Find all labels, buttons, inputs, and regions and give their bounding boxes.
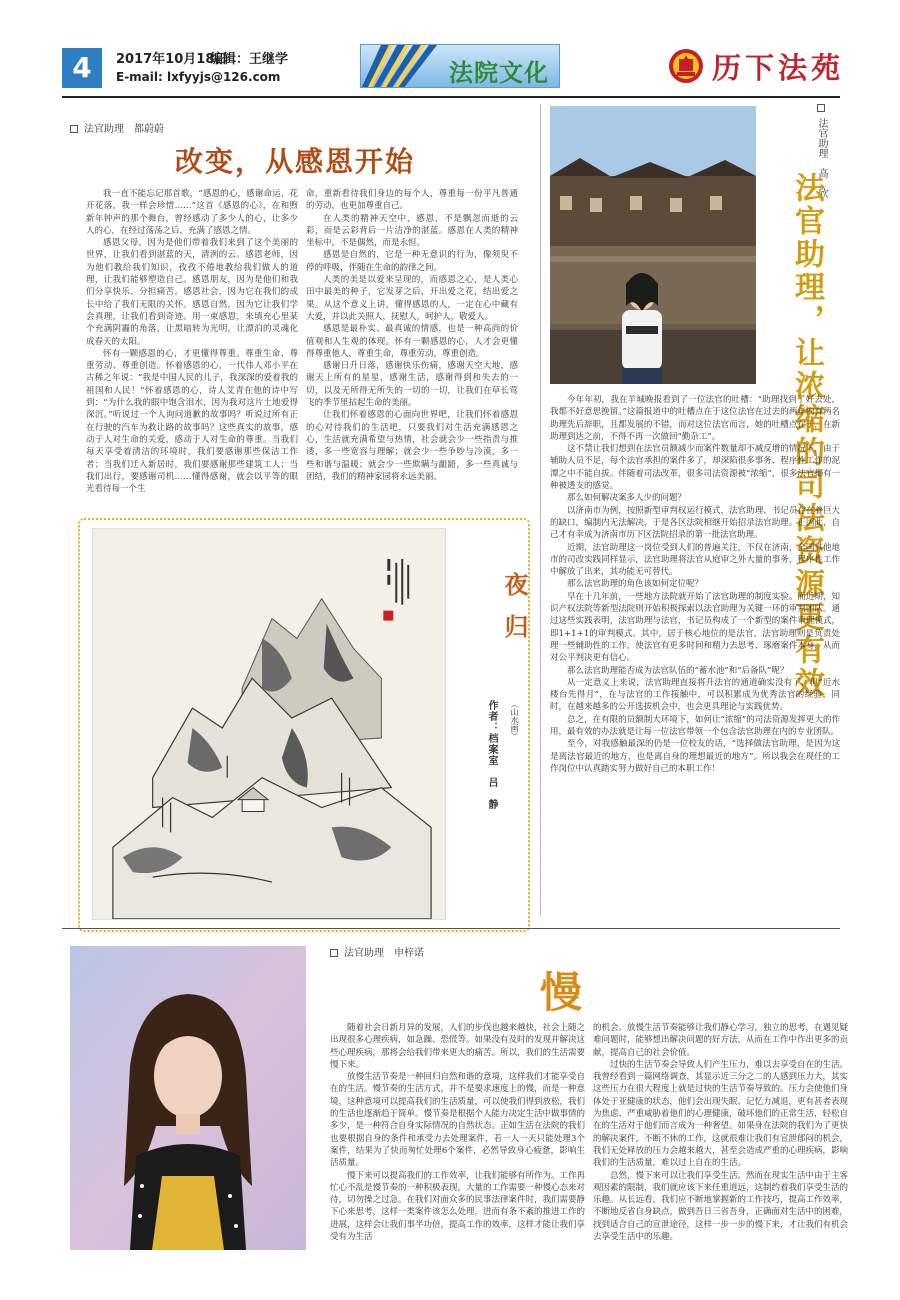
paragraph: 慢下来可以提高我们的工作效率，让我们能够有所作为。工作再忙心不乱是慢节奏的一种积极表现，大量的工作需要一种慢心态来对待，切勿操之过急。在我们对面众多的民事法律案件时，我们需要静下心来思考，这样一类案件该怎么处理，进而有条不紊的推进工作的进展，这样会让我们事半功倍，提高工作的效率，这样才能让我们享受有为生活 bbox=[330, 1170, 585, 1243]
byline-box-icon bbox=[330, 949, 338, 957]
paragraph: 命，重新看待我们身边的每个人，尊重每一份平凡普通的劳动，也更加尊重自己。 bbox=[306, 189, 518, 212]
paragraph: 的机会。放慢生活节奏能够让我们静心学习，独立的思考，在遇见疑难问题时，能够想出解决问题的好方法，从而在工作中作出更多的贡献，提高自己的社会价值。 bbox=[593, 1023, 848, 1058]
article3-author: 法官助理 申梓诺 bbox=[344, 948, 424, 959]
byline-box-icon bbox=[817, 104, 825, 112]
article2-title: 法官助理，让浓缩的司法资源更有效 bbox=[789, 172, 824, 700]
article1-column-2 bbox=[306, 188, 518, 513]
section-title: 法院文化 bbox=[449, 59, 549, 87]
issue-date: 2017年10月18日 bbox=[116, 52, 228, 67]
paragraph: 放慢生活节奏是一种回归自然和谐的意境，这样我们才能享受自在的生活。慢节奏的生活方式，并不是要求速度上的慢，而是一种意境，这种意境可以提高我们的生活质量，可以使我们得到放松，我们的生活也逐渐趋于简单。慢节奏是根据个人能力决定生活中做事情的多少，是一种符合自身实际情况的自然状态。正如生活在法院的我们也要根据自身的条件和承受力去处理案件，若一人一天只能处理3个案件，结果为了快而匆忙处理6个案件，必然导致身心疲惫，影响生活质量。 bbox=[330, 1072, 585, 1169]
article3-column-2 bbox=[593, 1022, 848, 1262]
paragraph: 人类的美是以爱来呈现的，而感恩之心，是人类心田中最美的种子，它发芽之后，开出爱之花，结出爱之果。从这个意义上讲，懂得感恩的人，一定在心中藏有大爱，并以此关照人，抚慰人，呵护人，敬爱人。 bbox=[306, 275, 518, 322]
painting-genre: （山水画） bbox=[510, 700, 519, 740]
painting-author: 作者：档案室 吕 静 bbox=[486, 700, 497, 810]
paragraph: 让我们怀着感恩的心面向世界吧，让我们怀着感恩的心对待我们的生活吧，只要我们对生活充满感恩之心，生活就充满希望与热情，社会就会少一些指责与推诿，多一些宽容与理解；就会少一些争吵与冷漠，多一些和谐与温暖；就会少一些欺瞒与龃龉，多一些真诚与团结，我们的精神家园将永远美丽。 bbox=[306, 410, 518, 482]
paragraph: 那么如何解决案多人少的问题？ bbox=[567, 493, 687, 504]
paragraph: 今年年初，我在羊城晚报看到了一位法官的吐槽：“助理找到了好去处，我都不好意思挽留。”这篇报道中的吐槽点在于这位法官在过去的两年内有两名助理先后辞职，且都发展的不错，而对这位法官而言，她的吐槽点在于，在新助理到达之前，不得不再一次做回“勤杂工”。 bbox=[550, 395, 840, 442]
paragraph: 那么法官助理的角色该如何定位呢？ bbox=[567, 579, 704, 590]
newspaper-name: 历下法苑 bbox=[712, 51, 845, 85]
article1-title: 改变，从感恩开始 bbox=[174, 145, 415, 178]
section-banner bbox=[360, 44, 560, 88]
paragraph: 感恩是自然的，它是一种无意识的行为，像须臾不停的呼吸，伴随在生命的韵律之间。 bbox=[306, 250, 518, 273]
paragraph: 随着社会日新月异的发展，人们的步伐也越来越快，社会上随之出现很多心理疾病，如急躁、恐慌等。如果没有及时的发现并解决这些心理疾病，那将会给我们带来更大的痛苦。所以，我们的生活需要慢下来。 bbox=[330, 1023, 585, 1070]
column-divider bbox=[540, 104, 541, 916]
paragraph: 感恩父母，因为是他们带着我们来到了这个美丽的世界，让我们看到湛蓝的天，清洌的云。感恩老师，因为他们教给我们知识，孜孜不倦地教给我们做人的道理，让我们能够塑造自己。感恩朋友，因为是他们和我们分享快乐、分担痛苦。感恩社会，因为它在我们的成长中给了我们无限的关怀。感恩自然，因为它让我们学会真理，让我们看到奇迹。用一束感恩，来填充心里某个充满阴霾的角落，让黑暗转为光明，让漂泊的灵魂化成春天的太阳。 bbox=[86, 238, 298, 347]
article3-title: 慢 bbox=[540, 968, 583, 1017]
paragraph: 早在十几年前，一些地方法院就开始了法官助理的制度实验。而近期，知识产权法院等新型法院则开始积极探索以法官助理为关键一环的审判团队。通过这些实践表明，法官助理与法官，书记员构成了一个新型的案件审理模式，即1+1+1的审判模式。其中，居于核心地位的是法官，法官助理则是负责处理一些辅助性的工作，使法官有更多时间和精力去思考、琢磨案件本身，从而对公平判决更有信心。 bbox=[550, 591, 840, 664]
paragraph: 我一直不能忘记那首歌，“感恩的心，感谢命运，花开花落，我一样会珍惜……”这首《感恩的心》，在和煦新年钟声的那个舞台，曾经感动了多少人的心，让多少人的心，在经过荡荡之后，充满了感恩之情。 bbox=[86, 189, 298, 236]
paragraph: 感谢日升日落，感谢快乐伤痛，感谢天空大地，感谢天上所有的星星，感谢生活，感谢得到和失去的一切，以及无所得无所失的一切的一切，让我们在草长莺飞的季节里拈起生命的美丽。 bbox=[306, 361, 518, 409]
paragraph: 总之，在有限的员额制大环境下，如何让“浓缩”的司法资源发挥更大的作用，最有效的办法就是让每一位法官带领一个包含法官助理在内的专业团队。 bbox=[550, 714, 840, 738]
author-photo-riverside bbox=[550, 106, 756, 384]
painting-seal bbox=[383, 611, 393, 621]
author-portrait-photo bbox=[70, 946, 306, 1250]
paragraph: 从一定意义上来说，法官助理直接将升法官的通道确实没有了，但“近水楼台先得月”，在与法官的工作接触中，可以积累成为优秀法官的经验，同时，在越来越多的公开选拔机会中，也会更具理论与实践优势。 bbox=[550, 677, 840, 713]
editor-credit: 编辑：王继学 bbox=[210, 52, 289, 67]
paragraph: 以济南市为例，按照新型审判权运行模式，法官助理、书记员存在着巨大的缺口，编制内无法解决，于是各区法院相继开始招录法官助理。正因此，自己才有幸成为济南市历下区法院招录的第一批法官助理。 bbox=[550, 505, 840, 541]
paragraph: 过快的生活节奏会导致人们产生压力，难以去享受自在的生活。我曾经看到一篇网络调查，其显示近三分之二的人感到压力大，其实这些压力在很大程度上就是过快的生活节奏导致的。压力会使他们身体处于亚健康的状态，他们会出现失眠、记忆力减退，更有甚者表现为焦虑、严重威胁着他们的心理健康，破坏他们的正常生活，轻松自在的生活对于他们而言成为一种奢望。如果身在法院的我们为了更快的解决案件，不断不休的工作，这就很难让我们有宣泄郁闷的机会，我们无处释放的压力会越来越大，甚至会造成严重的心理疾病，影响我们的生活质量，难以过上自在的生活。 bbox=[593, 1059, 848, 1169]
paragraph: 这不禁让我们想到在法官员额减少而案件数量却不减反增的情况下，由于辅助人员不足，每个法官承担的案件多了，却深陷很多事务、程序性工作的泥潭之中不能自拔。伴随着司法改革，很多司法资源被“浓缩”，很多法官都有一种被透支的感觉。 bbox=[550, 444, 840, 492]
paragraph: 近期，法官助理这一岗位受到人们的普遍关注，不仅在济南，全国其他地市的司改实践同样显示，法官助理将法官从庭审之外大量的事务，程序性工作中解放了出来，其功能无可替代。 bbox=[550, 542, 840, 578]
article1-column-1 bbox=[86, 188, 298, 513]
paragraph: 总然，慢下来可以让我们享受生活。然而在现实生活中由于主客观因素的限制，我们就应该下来任重道远，这制约着我们享受生活的乐趣。从长远看，我们应不断地掌握新的工作技巧，提高工作效率，不断地反省自身缺点，做到吾日三省吾身，正确面对生活中的困难，找到适合自己的宣泄途径，这样一步一步的慢下来，才让我们有机会去享受生活中的乐趣。 bbox=[593, 1170, 848, 1243]
paragraph: 至今，对我感触最深的仍是一位校友的话，“选择做法官助理，是因为这是离法官最近的地方，也是离自身的理想最近的地方”。所以我会在现任的工作岗位中认真踏实努力做好自己的本职工作！ bbox=[550, 739, 840, 774]
paragraph: 那么法官助理能否成为法官队伍的“蓄水池”和“后备队”呢？ bbox=[567, 665, 789, 676]
article2-author: 法官助理 高 欣 bbox=[816, 118, 827, 198]
paragraph: 怀有一颗感恩的心，才更懂得尊重。尊重生命、尊重劳动、尊重创造。怀着感恩的心，一代伟人邓小平在古稀之年说：“我是中国人民的儿子，我深深的爱着我的祖国和人民！”怀着感恩的心，诗人艾青在他的诗中写到：“为什么我的眼中饱含泪水，因为我对这片土地爱得深沉。”听说过一个人询问道歉的故事吗？听说过所有正在行驶的汽车为救让路的故事吗？这些真实的故事，感动于人对生命的关爱，感动于人对生命的尊重。当我们每天享受着清洁的环境时，我们要感谢那些保洁工作者；当我们迁入新居时，我们要感谢那些建筑工人；当我们出行，要感谢司机……懂得感谢，就会以平等的眼光看待每一个生 bbox=[86, 348, 298, 495]
article1-author: 法官助理 都蔚蔚 bbox=[84, 124, 164, 135]
article3-column-1 bbox=[330, 1022, 585, 1262]
section-divider bbox=[62, 928, 840, 929]
painting-title: 夜归 bbox=[500, 572, 529, 656]
landscape-painting-image bbox=[92, 528, 446, 920]
byline-box-icon bbox=[70, 125, 78, 133]
contact-email: E-mail: lxfyyjs@126.com bbox=[116, 70, 281, 84]
header-divider bbox=[62, 96, 840, 98]
court-emblem-icon bbox=[668, 48, 704, 84]
paragraph: 在人类的精神天空中，感恩，不是飘忽而逝的云彩，而是云彩背后一片洁净的湛蓝。感恩在人类的精神坐标中，不是偶然，而是永恒。 bbox=[306, 213, 518, 249]
page-number: 4 bbox=[62, 48, 102, 88]
article2-body bbox=[550, 394, 840, 914]
paragraph: 感恩是最朴实、最真诚的情感，也是一种高尚的价值观和人生观的体现。怀有一颗感恩的心，人才会更懂得尊重他人，尊重生命，尊重劳动，尊重创造。 bbox=[306, 324, 518, 359]
article1-byline bbox=[70, 120, 164, 135]
article3-byline bbox=[330, 944, 424, 959]
banner-rays-graphic bbox=[361, 45, 451, 88]
